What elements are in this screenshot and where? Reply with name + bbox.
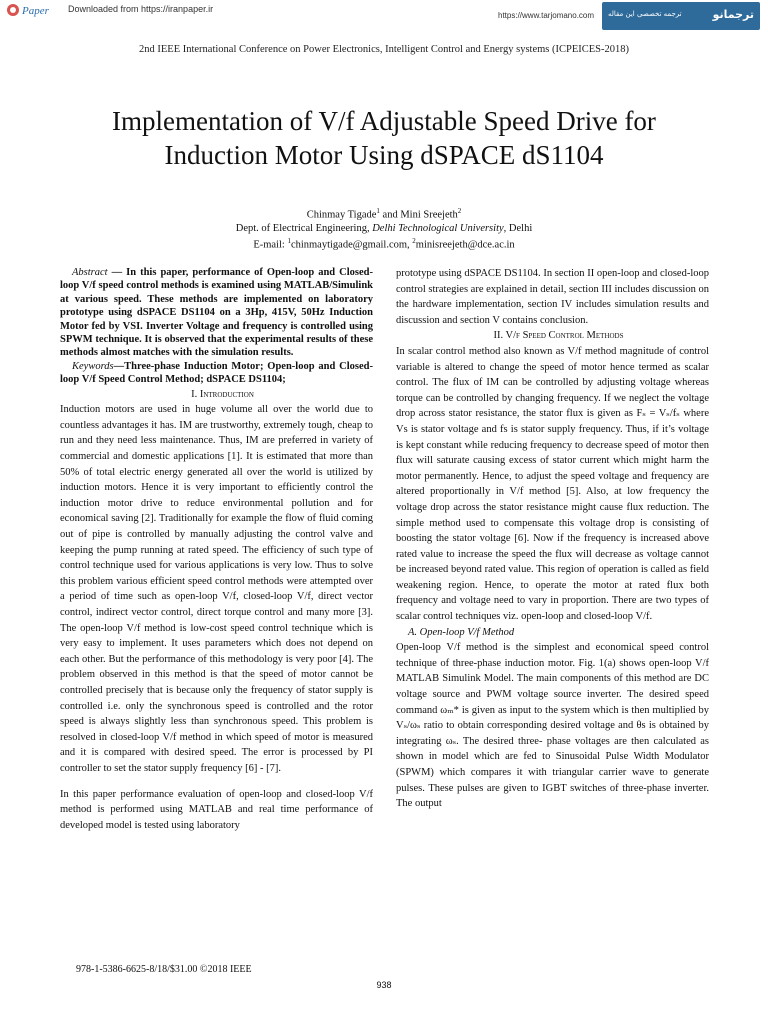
abstract-text: — In this paper, performance of Open-loop and Closed-loop V/f speed control methods is examined using MATLAB/Simulink at various speed. These methods are implemented on laboratory prototype using dSPACE DS1104 on a 3Hp, 415V, 50Hz Induction Motor fed by VSI. Inverter Voltage and frequency is controlled using SPWM technique. It is observed that the experimental results of these methods almost matches with the simulation results. (60, 267, 373, 359)
paper-title (40, 104, 728, 172)
abstract (60, 266, 373, 360)
translation-banner[interactable] (602, 2, 760, 30)
author-2: and Mini Sreejeth (379, 209, 458, 221)
author-names (0, 205, 768, 222)
email-1[interactable]: chinmaytigade@gmail.com, (290, 239, 413, 250)
conference-line: 2nd IEEE International Conference on Power Electronics, Intelligent Control and Energy systems (ICPEICES-2018) (139, 44, 629, 55)
author-2-sup: 2 (457, 207, 462, 215)
tarjomano-url[interactable]: https://www.tarjomano.com (498, 11, 595, 20)
vf-paragraph-1: In scalar control method also known as V/f method magnitude of control variable is altered to change the speed of motor hence termed as scalar control. The flux of IM can be controlled by adjusting voltage whereas torque can be controlled by changing frequency. If we neglect the voltage drop across stator resistance, the stator flux is given as Fₛ = Vₛ/fₛ where Vs is stator voltage and fs is stator supply frequency. Thus, if it’s voltage is kept constant while reducing frequency to decrease speed of motor then flux will saturate causing excess of stator current which might harm the motor permanently. Hence, to adjust the speed voltage and frequency are altered proportionally in V/f method [5]. Also, at low frequency the voltage drop across the stator resistance might cause flux reduction. The simple method used to compensate this voltage drop is consisting of boosting the stator voltage [6]. Now if the frequency is increased above rated value to increase the speed the flux will decrease as voltage cannot be increased beyond rated value. This region of operation is called as field weakening region. Hence, to operate the motor at rated flux both frequency and voltage need to vary in proportion. There are two types of scalar control techniques viz. open-loop and closed-loop V/f. (396, 345, 709, 623)
tarjomano-brand-logo: ترجمانو (712, 8, 754, 21)
author-1-sup: 1 (376, 207, 380, 215)
abstract-label: Abstract (72, 267, 108, 278)
intro-paragraph-1: Induction motors are used in huge volume all over the world due to countless advantages it has. IM are trustworthy, extremely tough, cheap to run and they need less maintenance. Thus, IM are preferred in variety of commercial and domestic applications [1]. It is estimated that more than 50% of total electric energy generated all over the world is utilized by induction motors. Hence it is very important to efficiently control the induction motor drive to reduce environmental pollution and for economical saving [2]. Traditionally for example the flow of fluid coming out of pipe is controlled by manually adjusting the control valve and keeping the pump running at rated speed. The efficiency of such type of control technique used for various applications is very low. Thus to solve this problem various efficient speed control methods were attempted over a period of time such as open-loop V/f, closed-loop V/f, direct vector control, indirect vector control, direct torque control and many more [3]. The open-loop V/f method is low-cost speed control technique which is very easy to implement. It uses parameters which does not depend on each other. But the performance of this methodology is very poor [4]. The problem observed in this method is that the speed of motor cannot be controlled precisely that is because only the frequency of stator supply is controlled i.e. only the synchronous speed is controlled and the rotor speed is always slightly less than synchronous speed. This problem is resolved in closed-loop V/f method in which speed of motor is measured and it is compared with desired speed. The error is processed by PI controller to set the stator supply frequency [6] - [7]. (60, 404, 373, 774)
university: Delhi Technological University (372, 222, 504, 234)
department: Dept. of Electrical Engineering, (235, 222, 373, 234)
keywords-label: Keywords (72, 360, 114, 372)
isbn-footer: 978-1-5386-6625-8/18/$31.00 ©2018 IEEE (76, 964, 252, 975)
download-header (0, 0, 768, 22)
translation-banner-text: ترجمه تخصصی این مقاله (608, 10, 682, 18)
right-column (396, 266, 709, 812)
subsection-heading-open-loop: A. Open-loop V/f Method (408, 626, 515, 638)
emails (0, 235, 768, 252)
section-heading-introduction: I. Introduction (191, 388, 254, 400)
open-loop-paragraph-1: Open-loop V/f method is the simplest and economical speed control technique of three-phase induction motor. Fig. 1(a) shows open-loop V/f MATLAB Simulink Model. The main components of this method are DC voltage source and PWM voltage source inverter. The desired speed command ωₘ* is given as input to the system which is then multiplied by Vₛ/ωₛ ratio to obtain corresponding desired voltage and θs is obtained by integrating ωₛ. The desired three- phase voltages are then calculated as shown in model which are fed to Sinusoidal Pulse Width Modulator (SPWM) which compares it with triangular carrier wave to generate pulses. These pulses are given to IGBT switches of three-phase inverter. The output (396, 642, 709, 810)
title-line-2: Induction Motor Using dSPACE dS1104 (164, 140, 604, 170)
email-1-sup: 1 (287, 236, 291, 245)
svg-text:Paper: Paper (22, 5, 49, 17)
email-2[interactable]: minisreejeth@dce.ac.in (415, 239, 515, 250)
page-number: 938 (376, 980, 392, 990)
left-column (60, 266, 373, 833)
intro-paragraph-2: In this paper performance evaluation of open-loop and closed-loop V/f method is performed using MATLAB and real time performance of developed model is tested using laboratory (60, 788, 373, 831)
email-label: E-mail: (253, 239, 288, 250)
author-1: Chinmay Tigade (306, 209, 377, 221)
keywords-text: —Three-phase Induction Motor; Open-loop and Closed-loop V/f Speed Control Method; dSPACE DS1104; (60, 360, 373, 386)
email-2-sup: 2 (412, 236, 416, 245)
iranpaper-logo-icon (6, 2, 62, 18)
right-paragraph-1: prototype using dSPACE DS1104. In section II open-loop and closed-loop control strategies are explained in detail, section III includes discussion on the hardware implementation, section IV includes simulation results and discussion and section V contains conclusion. (396, 268, 709, 326)
downloaded-from-text[interactable]: Downloaded from https://iranpaper.ir (68, 4, 214, 14)
city: , Delhi (503, 222, 533, 234)
title-line-1: Implementation of V/f Adjustable Speed Drive for (112, 106, 656, 136)
keywords (60, 360, 373, 387)
section-heading-vf-methods: II. V/f Speed Control Methods (493, 330, 624, 342)
author-block (0, 205, 768, 251)
affiliation (0, 222, 768, 235)
